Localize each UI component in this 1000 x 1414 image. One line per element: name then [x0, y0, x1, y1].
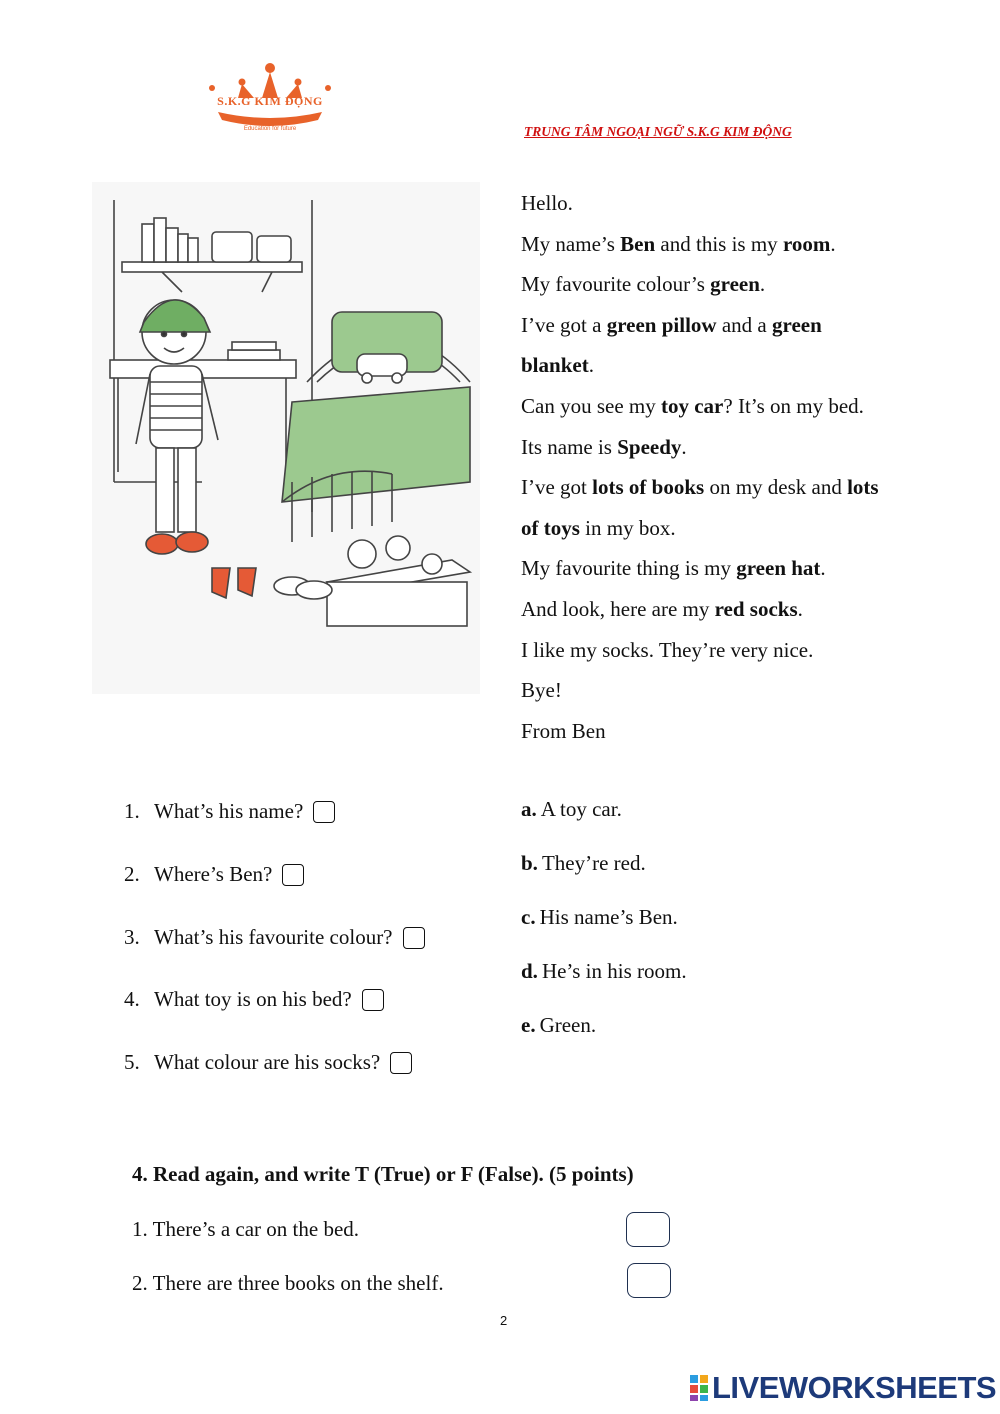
question-text: What’s his name?	[154, 799, 304, 823]
page-number: 2	[500, 1313, 508, 1328]
story-line	[521, 467, 941, 508]
question-text: Where’s Ben?	[154, 862, 273, 886]
story-text-segment: .	[681, 434, 687, 459]
answer-text: They’re red.	[541, 851, 646, 875]
answer-letter: b.	[521, 851, 538, 875]
story-line	[521, 183, 941, 224]
section-4-title: 4. Read again, and write T (True) or F (False). (5 points)	[132, 1162, 634, 1186]
story-text-segment: .	[797, 596, 803, 621]
question-text: What toy is on his bed?	[154, 987, 352, 1011]
answer-letter: c.	[521, 905, 536, 929]
story-keyword: Ben	[620, 231, 656, 256]
question-3	[124, 925, 425, 950]
answer-letter: e.	[521, 1013, 536, 1037]
question-number: 2.	[124, 862, 140, 886]
boy-bedroom-icon	[92, 182, 480, 694]
story-text-segment: I like my socks. They’re very nice.	[521, 637, 814, 662]
story-text-segment: Can you see my	[521, 393, 661, 418]
story-keyword: toy car	[660, 393, 724, 418]
question-number: 1.	[124, 799, 140, 823]
story-line	[521, 427, 941, 468]
liveworksheets-brand	[688, 1370, 996, 1406]
story-keyword: lots of books	[592, 475, 705, 500]
answer-c	[521, 905, 678, 930]
story-text	[521, 183, 941, 751]
story-text-segment: I’ve got a	[521, 312, 607, 337]
story-text-segment: I’ve got	[521, 475, 593, 500]
answer-letter: d.	[521, 959, 538, 983]
story-keyword: green	[710, 272, 760, 297]
story-text-segment: Its name is	[521, 434, 618, 459]
story-text-segment: .	[588, 353, 594, 378]
story-text-segment: and this is my	[655, 231, 783, 256]
question-number: 5.	[124, 1050, 140, 1074]
story-line	[521, 548, 941, 589]
question-4	[124, 987, 384, 1012]
story-keyword: green hat	[736, 556, 821, 581]
story-keyword: blanket	[521, 353, 589, 378]
answer-a	[521, 797, 622, 822]
story-line	[521, 224, 941, 265]
answer-box[interactable]	[362, 989, 384, 1011]
question-number: 4.	[124, 987, 140, 1011]
story-text-segment: And look, here are my	[521, 596, 715, 621]
story-line	[521, 711, 941, 752]
center-name-header: TRUNG TÂM NGOẠI NGỮ S.K.G KIM ĐỘNG	[524, 124, 792, 139]
story-text-segment: My favourite thing is my	[521, 556, 737, 581]
story-line	[521, 508, 941, 549]
answer-box[interactable]	[313, 801, 335, 823]
story-text-segment: .	[820, 556, 826, 581]
story-line	[521, 264, 941, 305]
story-text-segment: Hello.	[521, 191, 573, 215]
story-line	[521, 386, 941, 427]
story-keyword: room	[782, 231, 831, 256]
answer-text: A toy car.	[540, 797, 622, 821]
story-text-segment: in my box.	[579, 515, 676, 540]
question-text: What’s his favourite colour?	[154, 925, 393, 949]
liveworksheets-logo-icon	[688, 1373, 710, 1403]
story-text-segment: From Ben	[521, 718, 606, 743]
liveworksheets-wordmark: LIVEWORKSHEETS	[712, 1370, 997, 1405]
story-text-segment: My name’s	[521, 231, 621, 256]
story-keyword: lots	[847, 475, 879, 500]
answer-letter: a.	[521, 797, 537, 821]
story-line	[521, 670, 941, 711]
answer-d	[521, 959, 687, 984]
answer-text: His name’s Ben.	[539, 905, 678, 929]
answer-text: Green.	[539, 1013, 597, 1037]
tf-answer-box-2[interactable]	[627, 1263, 671, 1298]
answer-e	[521, 1013, 596, 1038]
story-text-segment: ? It’s on my bed.	[723, 393, 864, 418]
answer-box[interactable]	[390, 1052, 412, 1074]
story-text-segment: on my desk and	[704, 475, 848, 500]
question-text: What colour are his socks?	[154, 1050, 381, 1074]
logo-tagline: Education for future	[243, 126, 297, 132]
question-1	[124, 799, 335, 824]
story-keyword: red socks	[714, 596, 798, 621]
answer-b	[521, 851, 646, 876]
story-text-segment: Bye!	[521, 678, 562, 703]
story-line	[521, 630, 941, 671]
story-keyword: Speedy	[617, 434, 682, 459]
question-number: 3.	[124, 925, 140, 949]
story-keyword: green	[772, 312, 822, 337]
tf-statement-2: 2. There are three books on the shelf.	[132, 1271, 444, 1295]
story-keyword: green pillow	[606, 312, 717, 337]
story-line	[521, 589, 941, 630]
story-text-segment: and a	[716, 312, 772, 337]
story-line	[521, 345, 941, 386]
bedroom-illustration	[92, 182, 480, 694]
answer-box[interactable]	[282, 864, 304, 886]
question-5	[124, 1050, 412, 1075]
story-text-segment: .	[830, 231, 836, 256]
tf-answer-box-1[interactable]	[626, 1212, 670, 1247]
answer-box[interactable]	[403, 927, 425, 949]
answer-text: He’s in his room.	[541, 959, 687, 983]
question-2	[124, 862, 304, 887]
story-text-segment: My favourite colour’s	[521, 272, 711, 297]
story-text-segment: .	[759, 272, 766, 297]
logo-name: S.K.G KIM ĐỘNG	[217, 94, 323, 108]
story-keyword: of toys	[521, 515, 580, 540]
center-logo	[200, 62, 340, 140]
tf-statement-1: 1. There’s a car on the bed.	[132, 1217, 360, 1241]
story-line	[521, 305, 941, 346]
